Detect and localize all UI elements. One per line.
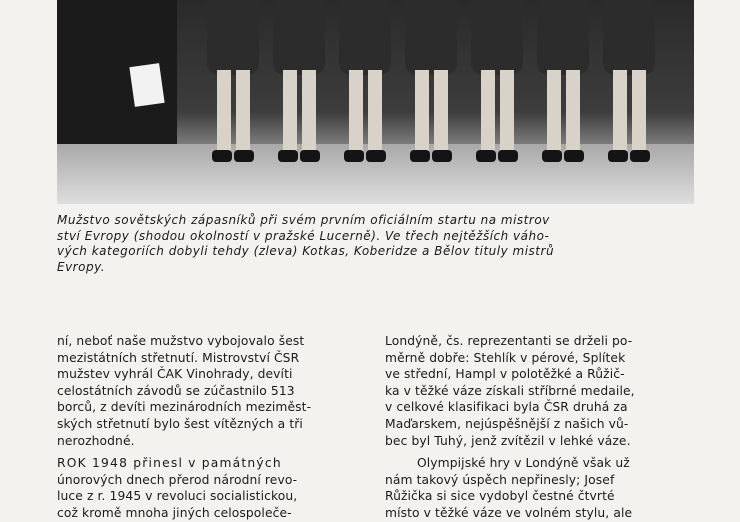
figure-shoe-l — [476, 150, 496, 162]
figure-trunk — [603, 0, 655, 75]
figure-shoe-r — [630, 150, 650, 162]
text-column-left — [57, 333, 367, 522]
text-line: v celkové klasifikaci byla ČSR druhá za — [385, 400, 628, 415]
wrestler-figure — [603, 0, 655, 165]
text-line: mezistátních střetnutí. Mistrovství ČSR — [57, 350, 300, 365]
figure-shoe-l — [542, 150, 562, 162]
text-line: luce z r. 1945 v revoluci socialistickou, — [57, 489, 298, 504]
photo-white-card — [129, 63, 164, 107]
text-line: měrně dobře: Stehlík v pérové, Splítek — [385, 350, 626, 365]
caption-line: ství Evropy (shodou okolností v pražské Lucerně). Ve třech nejtěžších váho- — [57, 228, 550, 243]
text-line: což kromě mnoha jiných celospoleče- — [57, 505, 292, 520]
figure-leg-l — [415, 70, 429, 155]
text-line: ve střední, Hampl v polotěžké a Růžič- — [385, 367, 625, 382]
figure-trunk — [537, 0, 589, 75]
figure-shoe-r — [498, 150, 518, 162]
text-line: únorových dnech přerod národní revo- — [57, 472, 298, 487]
wrestler-figure — [339, 0, 391, 165]
figure-leg-l — [613, 70, 627, 155]
text-line: mužstev vyhrál ČAK Vinohrady, devíti — [57, 367, 293, 382]
figure-trunk — [207, 0, 259, 75]
figure-leg-r — [434, 70, 448, 155]
figure-shoe-r — [432, 150, 452, 162]
figure-shoe-r — [234, 150, 254, 162]
figure-shoe-r — [300, 150, 320, 162]
figure-leg-l — [547, 70, 561, 155]
text-line: ských střetnutí bylo šest vítězných a tři — [57, 416, 303, 431]
text-line: Londýně, čs. reprezentanti se drželi po- — [385, 334, 633, 348]
figure-trunk — [273, 0, 325, 75]
figure-shoe-l — [278, 150, 298, 162]
figure-leg-r — [500, 70, 514, 155]
figure-leg-l — [283, 70, 297, 155]
text-line: nám takový úspěch nepřinesly; Josef — [385, 472, 615, 487]
text-line: bec byl Tuhý, jenž zvítězil v lehké váze. — [385, 433, 631, 448]
wrestler-figure — [471, 0, 523, 165]
figure-shoe-l — [608, 150, 628, 162]
text-line: ka v těžké váze získali stříbrné medaile, — [385, 383, 635, 398]
text-line: Maďarskem, nejúspěšnější z našich vů- — [385, 416, 629, 431]
figure-shoe-r — [366, 150, 386, 162]
wrestler-figure — [405, 0, 457, 165]
text-line: celostátních závodů se zúčastnilo 513 — [57, 383, 295, 398]
text-line: ní, neboť naše mužstvo vybojovalo šest — [57, 334, 305, 348]
text-line: nerozhodné. — [57, 433, 135, 448]
figure-leg-r — [302, 70, 316, 155]
caption-line: vých kategoriích dobyli tehdy (zleva) Kotkas, Koberidze a Bělov tituly mistrů — [57, 244, 555, 258]
wrestlers-photo — [57, 0, 694, 204]
figure-leg-r — [368, 70, 382, 155]
text-line: Olympijské hry v Londýně však už — [417, 456, 630, 471]
text-line: borců, z devíti mezinárodních meziměst- — [57, 400, 312, 415]
text-line: ROK 1948 přinesl v památných — [57, 456, 282, 471]
text-line: Růžička si sice vydobyl čestné čtvrté — [385, 489, 615, 504]
wrestler-figure — [537, 0, 589, 165]
figure-leg-l — [481, 70, 495, 155]
text-column-right — [385, 333, 700, 522]
figure-trunk — [405, 0, 457, 75]
caption-line: Evropy. — [57, 259, 106, 274]
figure-trunk — [471, 0, 523, 75]
figure-shoe-r — [564, 150, 584, 162]
wrestler-figure — [207, 0, 259, 165]
photo-caption — [57, 213, 697, 275]
caption-line: Mužstvo sovětských zápasníků při svém prvním oficiálním startu na mistrov — [57, 213, 550, 227]
figure-leg-r — [566, 70, 580, 155]
figure-trunk — [339, 0, 391, 75]
text-line: místo v těžké váze ve volném stylu, ale — [385, 505, 633, 520]
figure-shoe-l — [344, 150, 364, 162]
wrestler-figure — [273, 0, 325, 165]
figure-leg-r — [236, 70, 250, 155]
figure-leg-l — [217, 70, 231, 155]
figure-leg-r — [632, 70, 646, 155]
figure-leg-l — [349, 70, 363, 155]
figure-shoe-l — [410, 150, 430, 162]
figure-shoe-l — [212, 150, 232, 162]
